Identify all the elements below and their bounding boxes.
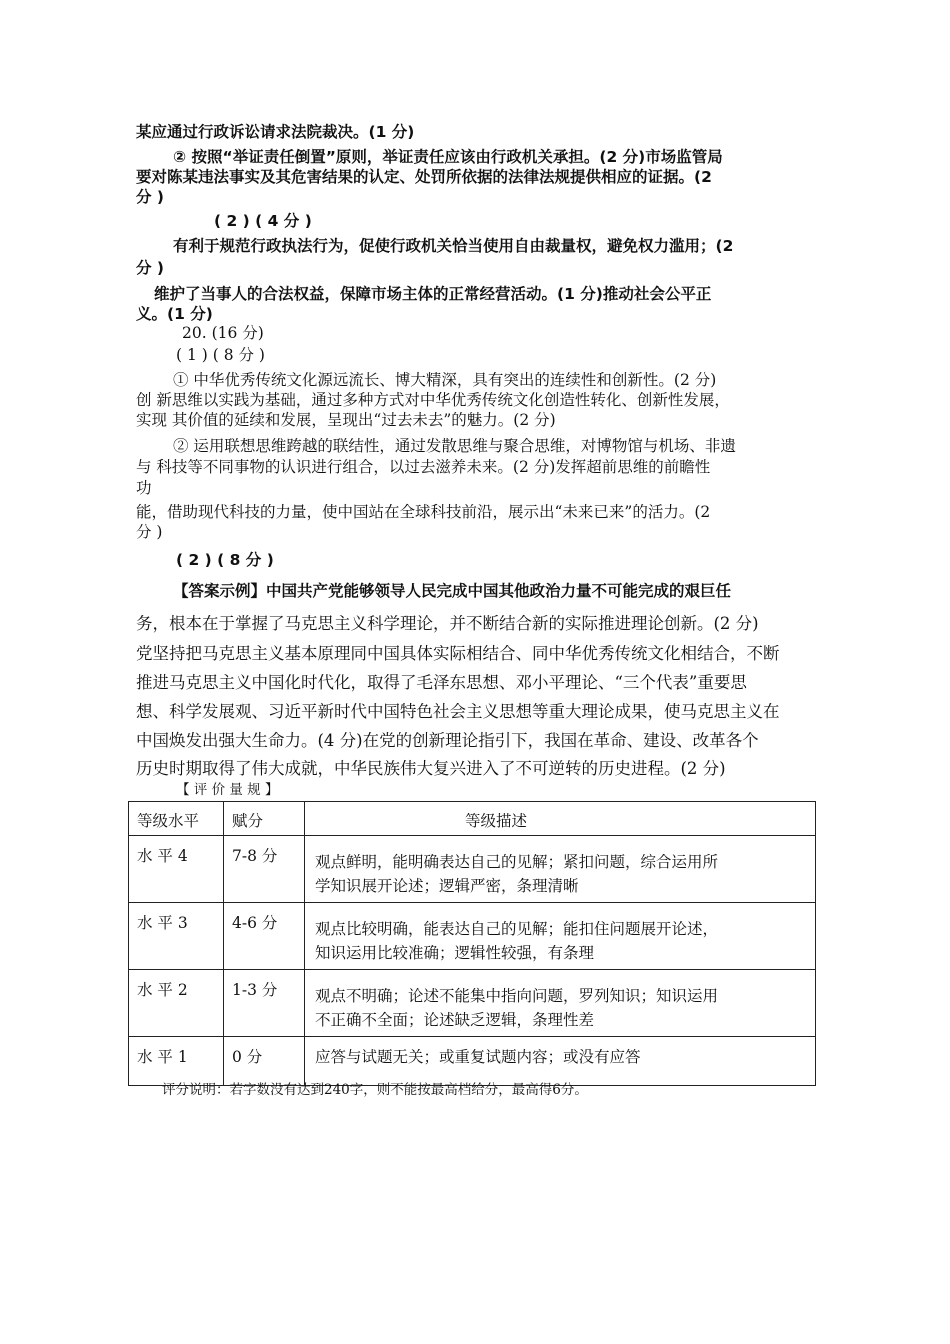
rubric-header-row — [129, 802, 816, 836]
q20-p2-line-1: ② 运用联想思维跨越的联结性，通过发散思维与聚合思维，对博物馆与机场、非遗 — [173, 437, 736, 455]
q20-sub2-heading: ( 2 ) ( 8 分 ) — [176, 551, 274, 569]
description-line: 应答与试题无关；或重复试题内容；或没有应答 — [315, 1048, 641, 1066]
q20-p2-line-3: 功 — [136, 479, 152, 497]
q20-p1-line-2: 创 新思维以实践为基础，通过多种方式对中华优秀传统文化创造性转化、创新性发展， — [136, 391, 730, 409]
q20-p1-line-3: 实现 其价值的延续和发展，呈现出“过去未去”的魅力。(2 分) — [136, 411, 556, 429]
q20-example-line-3: 党坚持把马克思主义基本原理同中国具体实际相结合、同中华优秀传统文化相结合，不断 — [136, 644, 780, 663]
description-line: 观点比较明确，能表达自己的见解；能扣住问题展开论述， — [315, 920, 719, 938]
q20-p2-line-5: 分 ) — [136, 523, 163, 541]
q20-p2-line-2: 与 科技等不同事物的认识进行组合，以过去滋养未来。(2 分)发挥超前思维的前瞻性 — [136, 458, 711, 476]
score-cell: 7-8 分 — [224, 836, 305, 903]
q20-example-line-7: 历史时期取得了伟大成就，中华民族伟大复兴进入了不可逆转的历史进程。(2 分) — [136, 759, 726, 778]
level-cell: 水 平 4 — [129, 836, 224, 903]
description-cell — [305, 903, 816, 970]
q19-sub2-heading: ( 2 ) ( 4 分 ) — [214, 212, 312, 230]
description-line: 知识运用比较准确；逻辑性较强，有条理 — [315, 944, 595, 962]
header-level: 等级水平 — [129, 802, 224, 836]
score-cell: 4-6 分 — [224, 903, 305, 970]
description-cell — [305, 836, 816, 903]
score-cell: 1-3 分 — [224, 970, 305, 1037]
header-score: 赋分 — [224, 802, 305, 836]
q20-p1-line-1: ① 中华优秀传统文化源远流长、博大精深，具有突出的连续性和创新性。(2 分) — [173, 371, 717, 389]
rubric-row — [129, 903, 816, 970]
q19-line-1: 某应通过行政诉讼请求法院裁决。(1 分) — [136, 123, 415, 141]
description-line: 观点不明确；论述不能集中指向问题，罗列知识；知识运用 — [315, 987, 719, 1005]
level-cell: 水 平 1 — [129, 1037, 224, 1086]
q19-line-7: 维护了当事人的合法权益，保障市场主体的正常经营活动。(1 分)推动社会公平正 — [154, 285, 712, 303]
q20-example-line-4: 推进马克思主义中国化时代化，取得了毛泽东思想、邓小平理论、“三个代表”重要思 — [136, 673, 747, 692]
description-line: 不正确不全面；论述缺乏逻辑，条理性差 — [315, 1011, 595, 1029]
description-line: 学知识展开论述；逻辑严密，条理清晰 — [315, 877, 579, 895]
q19-line-4: 分 ) — [136, 188, 164, 206]
q19-line-2: ② 按照“举证责任倒置”原则，举证责任应该由行政机关承担。(2 分)市场监管局 — [173, 148, 723, 166]
rubric-row — [129, 970, 816, 1037]
scoring-note: 评分说明：若字数没有达到240字，则不能按最高档给分，最高得6分。 — [162, 1082, 588, 1098]
q20-sub1-heading: ( 1 ) ( 8 分 ) — [176, 346, 265, 364]
score-cell: 0 分 — [224, 1037, 305, 1086]
q19-line-6: 分 ) — [136, 259, 164, 277]
rubric-title: 【 评 价 量 规 】 — [176, 782, 279, 798]
rubric-row — [129, 836, 816, 903]
q19-line-3: 要对陈某违法事实及其危害结果的认定、处罚所依据的法律法规提供相应的证据。(2 — [136, 168, 712, 186]
q20-example-line-2: 务，根本在于掌握了马克思主义科学理论，并不断结合新的实际推进理论创新。(2 分) — [136, 614, 759, 633]
level-cell: 水 平 3 — [129, 903, 224, 970]
description-cell — [305, 970, 816, 1037]
q20-example-line-6: 中国焕发出强大生命力。(4 分)在党的创新理论指引下，我国在革命、建设、改革各个 — [136, 731, 759, 750]
rubric-row — [129, 1037, 816, 1086]
q20-p2-line-4: 能，借助现代科技的力量，使中国站在全球科技前沿，展示出“未来已来”的活力。(2 — [136, 503, 711, 521]
description-line: 观点鲜明，能明确表达自己的见解；紧扣问题，综合运用所 — [315, 853, 719, 871]
q19-line-8: 义。(1 分) — [136, 305, 213, 323]
description-cell — [305, 1037, 816, 1086]
q20-example-line-1: 【答案示例】中国共产党能够领导人民完成中国其他政治力量不可能完成的艰巨任 — [173, 582, 732, 600]
q19-line-5: 有利于规范行政执法行为，促使行政机关恰当使用自由裁量权，避免权力滥用；(2 — [173, 237, 734, 255]
rubric-table — [128, 801, 816, 1086]
level-cell: 水 平 2 — [129, 970, 224, 1037]
header-description: 等级描述 — [305, 802, 816, 836]
q20-heading: 20. (16 分) — [182, 324, 264, 342]
q20-example-line-5: 想、科学发展观、习近平新时代中国特色社会主义思想等重大理论成果，使马克思主义在 — [136, 702, 780, 721]
